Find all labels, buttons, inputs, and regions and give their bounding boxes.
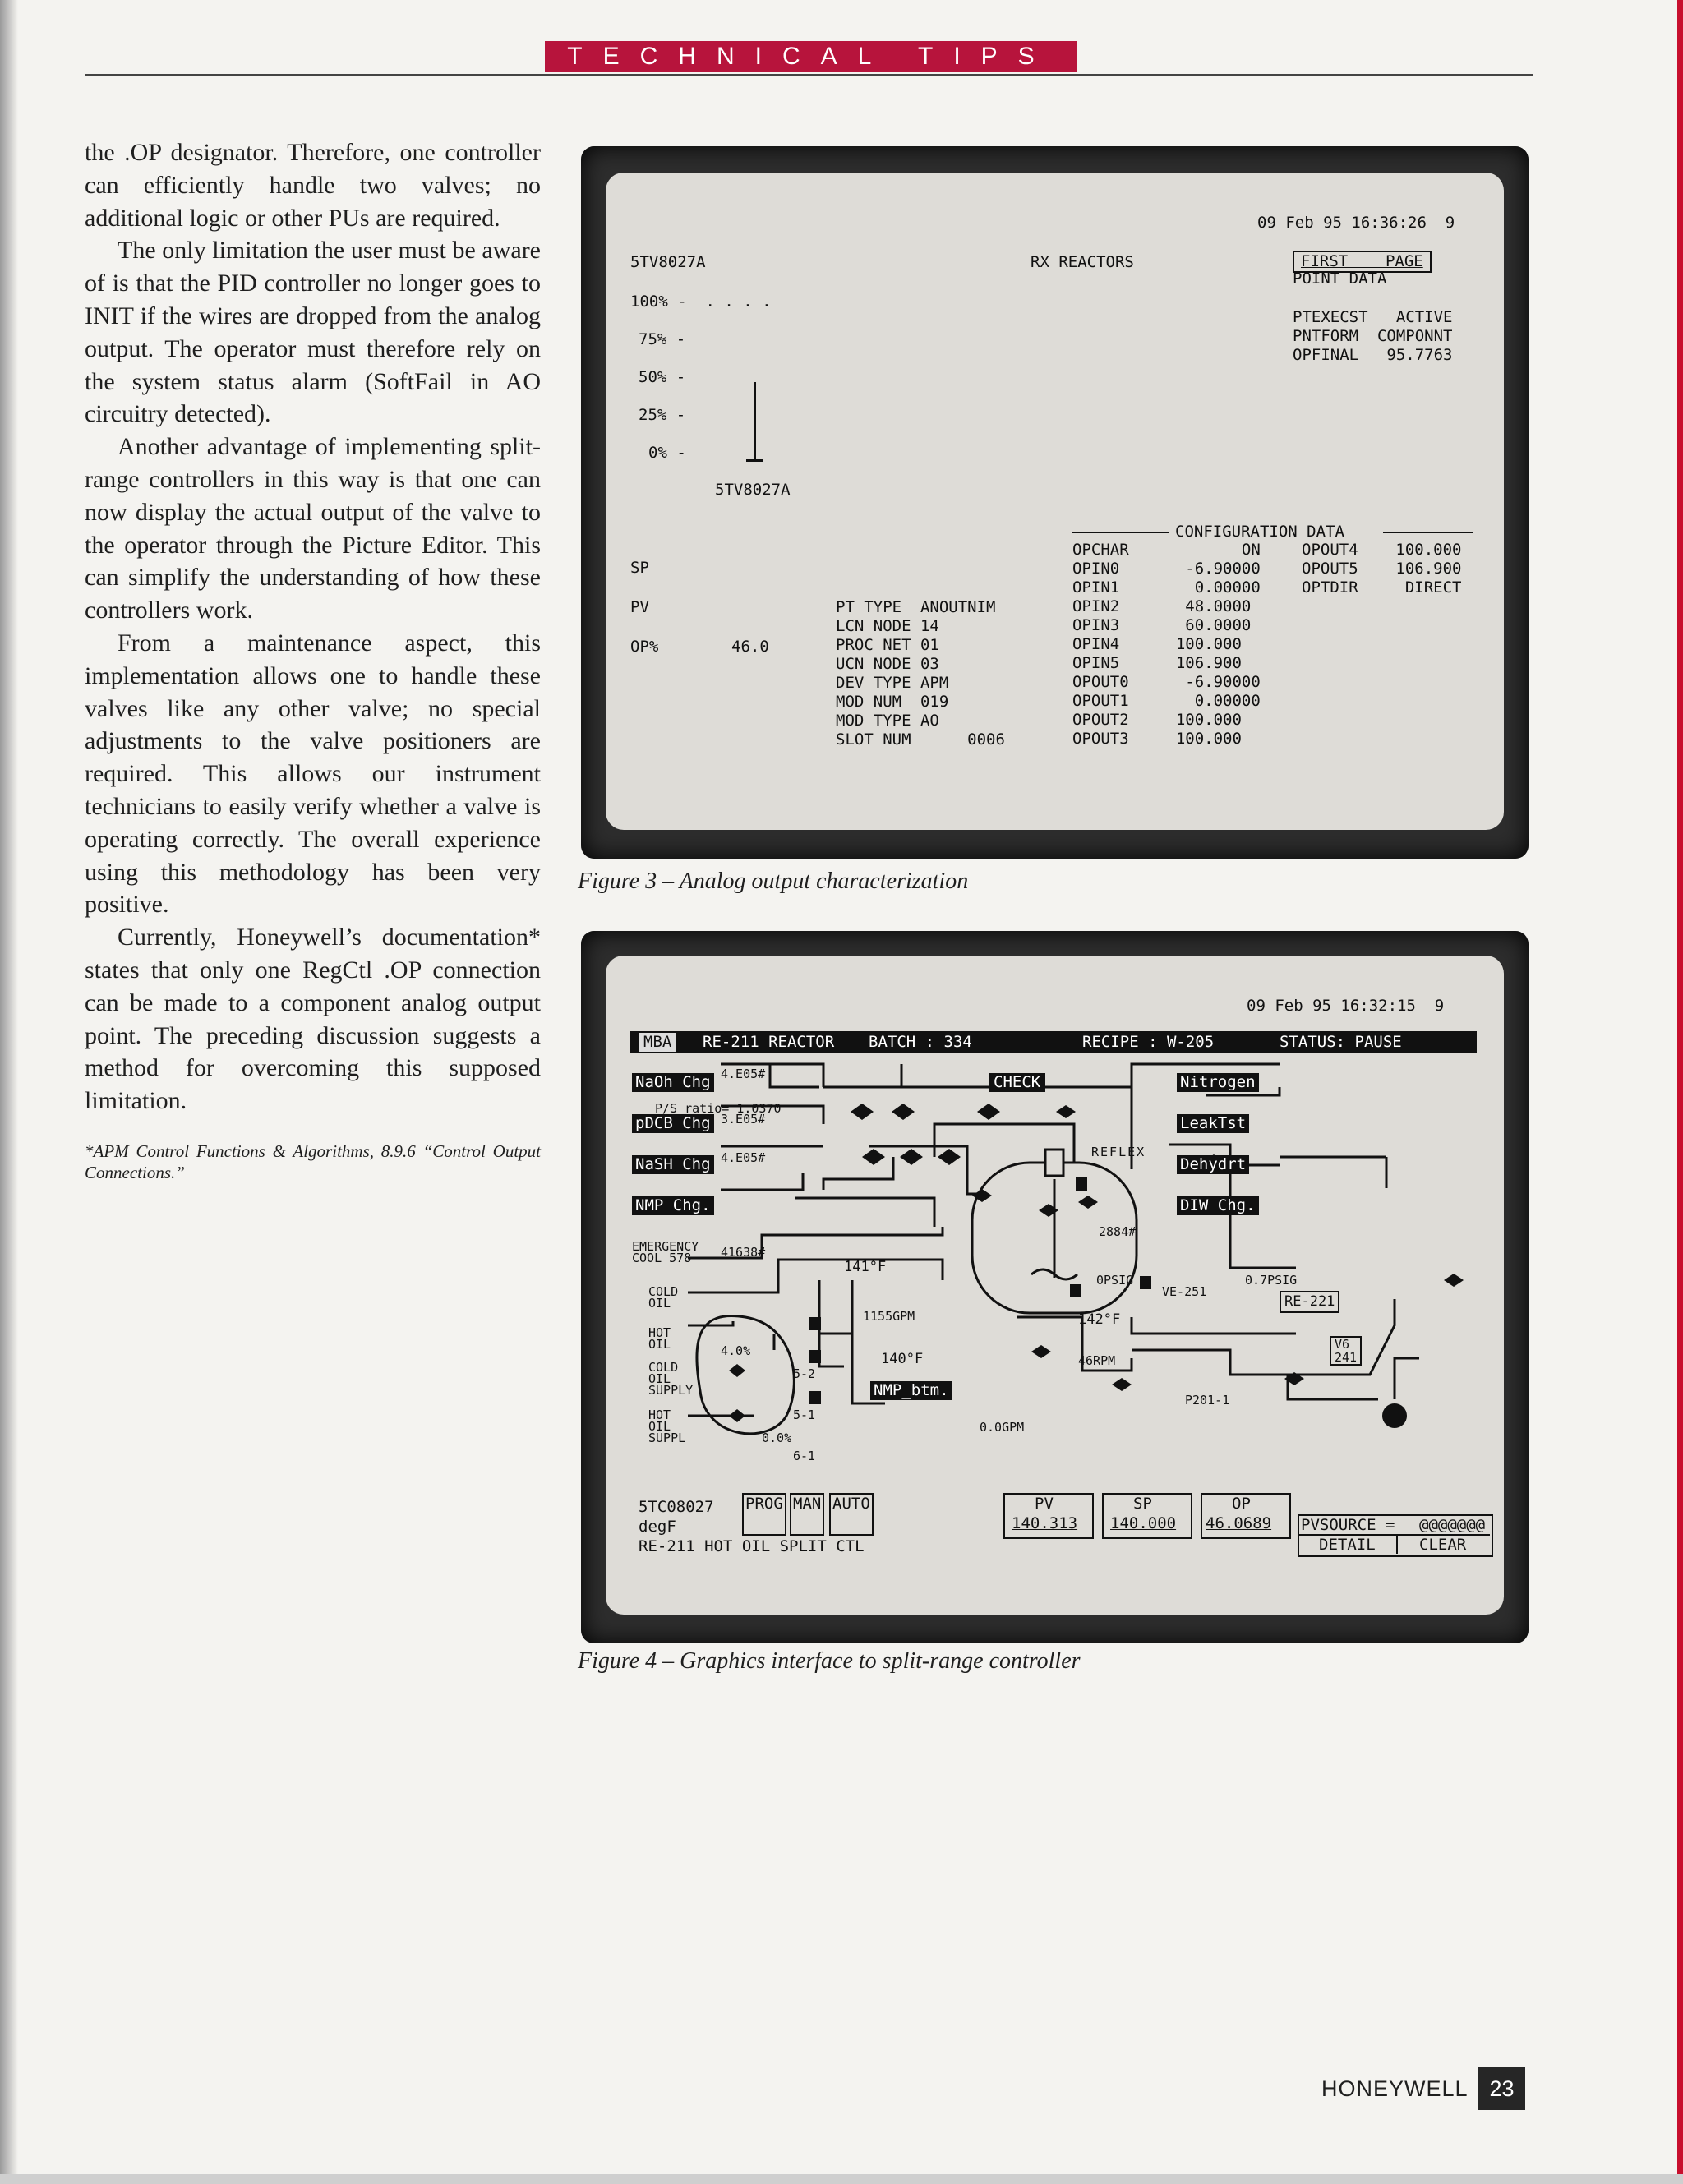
header-rule	[85, 74, 1533, 76]
page-number: 23	[1478, 2067, 1525, 2110]
op-label: OP%	[630, 638, 659, 656]
nash-amount: 4.E05#	[721, 1150, 766, 1165]
paragraph: Currently, Honeywell’s documentation* states that only one RegCtl .OP connection can be made to a component analog output point. The preceding discussion suggests a method for overcoming this supposed limitation.	[85, 924, 541, 1115]
controller-tag: 5TC08027	[639, 1498, 714, 1516]
scale-100: 100% - . . . .	[630, 293, 772, 311]
paragraph: The only limitation the user must be aware of is that the PID controller no longer goes to INIT if the wires are dropped from the analog output. The operator must therefore rely on the system status alarm (SoftFail in AO circuitry detected).	[85, 237, 541, 428]
batch-status: STATUS: PAUSE	[1280, 1033, 1402, 1051]
clear-button[interactable]: CLEAR	[1419, 1536, 1467, 1554]
figure3-screen	[606, 173, 1504, 830]
point-info: PT TYPE ANOUTNIM LCN NODE 14 PROC NET 01 UCN NODE 03 DEV TYPE APM MOD NUM 019 MOD TYPE AO SLOT NUM 0006	[836, 598, 1005, 749]
reactor-name: RE-211 REACTOR	[703, 1033, 835, 1051]
figure4-screen	[606, 956, 1504, 1615]
nitrogen-button[interactable]: Nitrogen	[1177, 1073, 1259, 1092]
pdcb-charge-button[interactable]: pDCB Chg	[632, 1114, 714, 1133]
exec-status: PTEXECST ACTIVE PNTFORM COMPONNT OPFINAL 95.7763	[1293, 308, 1453, 364]
agitator-rpm: 46RPM	[1078, 1353, 1116, 1368]
leak-test-button[interactable]: LeakTst	[1177, 1114, 1249, 1133]
config-title: CONFIGURATION DATA	[1175, 523, 1344, 541]
naoh-amount: 4.E05#	[721, 1067, 766, 1081]
pdcb-amount: 3.E05#	[721, 1112, 766, 1127]
recipe: RECIPE : W-205	[1082, 1033, 1215, 1051]
first-page-button[interactable]: FIRST PAGE	[1293, 251, 1432, 273]
detail-button[interactable]: DETAIL	[1319, 1536, 1376, 1554]
paragraph: From a maintenance aspect, this implementation allows one to handle these valves like any other valve; no special adjustments to the valve positioners are required. This allows our instrument technicians to easily verify whether a valve is operating correctly. The overall experience using this methodology has been very positive.	[85, 629, 541, 919]
config-data-col1: OPCHAR ON OPIN0 -6.90000 OPIN1 0.00000 OPIN2 48.0000 OPIN3 60.0000 OPIN4 100.000 OPIN5 106.900 OPOUT0 -6.90000 OPOUT1 0.00000 OPOUT2 100.000 OPOUT3 100.000	[1072, 541, 1261, 748]
hot-valve-pct: 0.0%	[762, 1431, 792, 1445]
paragraph: Another advantage of implementing split-range controllers in this way is that one can now display the actual output of the valve to the operator through the Picture Editor. This can simplify the understanding of how these controllers work.	[85, 433, 541, 624]
page-edge-red	[1677, 0, 1683, 2184]
mode-prog-button[interactable]: PROG	[742, 1493, 786, 1536]
footer-brand: HONEYWELL	[1321, 2076, 1469, 2101]
nash-charge-button[interactable]: NaSH Chg	[632, 1155, 714, 1174]
paragraph: the .OP designator. Therefore, one controller can efficiently handle two valves; no additional logic or other PUs are required.	[85, 139, 541, 232]
controller-unit: degF	[639, 1518, 676, 1536]
op-label: OP	[1232, 1495, 1251, 1513]
diw-charge-button[interactable]: DIW Chg.	[1177, 1196, 1259, 1215]
point-data-label: POINT DATA	[1293, 270, 1387, 288]
body-text-column	[85, 136, 541, 1183]
pv-label: PV	[1035, 1495, 1054, 1513]
output-bar-base	[746, 459, 763, 462]
ps-ratio: P/S ratio= 1.0370	[655, 1101, 782, 1116]
footnote: *APM Control Functions & Algorithms, 8.9.6 “Control Output Connections.”	[85, 1140, 541, 1182]
cold-oil-supply-label: COLD OIL SUPPLY	[648, 1360, 694, 1398]
sp-label: SP	[1133, 1495, 1152, 1513]
scale-50: 50% -	[639, 368, 686, 386]
figure3-monitor	[581, 146, 1529, 859]
cold-oil-label: COLD OIL	[648, 1284, 679, 1311]
mba-tag: MBA	[639, 1033, 676, 1052]
scale-75: 75% -	[639, 330, 686, 348]
mode-man-button[interactable]: MAN	[790, 1493, 824, 1536]
figure3-caption: Figure 3 – Analog output characterization	[578, 869, 969, 894]
timestamp: 09 Feb 95 16:36:26 9	[1257, 214, 1455, 232]
pressure-07psig: 0.7PSIG	[1245, 1273, 1298, 1288]
dehydrate-button[interactable]: Dehydrt	[1177, 1155, 1249, 1174]
flow-0gpm: 0.0GPM	[980, 1420, 1025, 1435]
pv-value: 140.313	[1012, 1514, 1078, 1532]
timestamp: 09 Feb 95 16:32:15 9	[1247, 997, 1445, 1015]
batch-number: BATCH : 334	[869, 1033, 972, 1051]
flow-1155gpm: 1155GPM	[863, 1309, 915, 1324]
output-bar	[754, 382, 756, 461]
config-data-col2: OPOUT4 100.000 OPOUT5 106.900 OPTDIR DIRECT	[1302, 541, 1462, 597]
temp-140: 140°F	[881, 1351, 924, 1367]
unit-name: RX REACTORS	[1031, 253, 1134, 271]
scale-0: 0% -	[648, 444, 686, 462]
pump-p201: P201-1	[1185, 1393, 1230, 1408]
nmp-bottom-button[interactable]: NMP_btm.	[870, 1381, 952, 1400]
hot-oil-supply-label: HOT OIL SUPPL	[648, 1408, 686, 1445]
temp-142: 142°F	[1078, 1311, 1121, 1328]
op-value: 46.0	[731, 638, 769, 656]
reflux-amount: 2884#	[1099, 1224, 1137, 1239]
pressure-0psig: 0PSIG	[1096, 1273, 1134, 1288]
temp-141: 141°F	[844, 1259, 887, 1275]
cold-valve-pct: 4.0%	[721, 1343, 751, 1358]
mode-auto-button[interactable]: AUTO	[829, 1493, 874, 1536]
valve-5-2: 5-2	[793, 1366, 816, 1381]
config-rule-right	[1383, 532, 1473, 533]
pvsource-label: PVSOURCE =	[1301, 1516, 1404, 1534]
ve251-label: VE-251	[1162, 1284, 1207, 1299]
pvsource-value: @@@@@@@	[1419, 1516, 1486, 1534]
detail-clear-separator	[1396, 1534, 1398, 1554]
sp-label: SP	[630, 559, 649, 577]
page-bottom-edge	[0, 2174, 1683, 2184]
page-edge-shadow	[0, 0, 18, 2184]
section-header: TECHNICAL TIPS	[545, 41, 1077, 72]
emergency-amount: 41638#	[721, 1245, 766, 1260]
config-rule-left	[1072, 532, 1169, 533]
valve-5-1: 5-1	[793, 1408, 816, 1422]
figure4-caption: Figure 4 – Graphics interface to split-range controller	[578, 1648, 1081, 1674]
reflex-label: REFLEX	[1091, 1145, 1146, 1159]
valve-6-1: 6-1	[793, 1449, 816, 1463]
hot-oil-label: HOT OIL	[648, 1325, 671, 1352]
re221-link[interactable]: RE-221	[1280, 1291, 1339, 1313]
naoh-charge-button[interactable]: NaOh Chg	[632, 1073, 714, 1092]
bar-tag: 5TV8027A	[715, 481, 791, 499]
pv-label: PV	[630, 598, 649, 616]
v6-link[interactable]: V6 241	[1330, 1336, 1362, 1366]
point-tag: 5TV8027A	[630, 253, 706, 271]
op-value[interactable]: 46.0689	[1206, 1514, 1272, 1532]
emergency-cool-label: EMERGENCY COOL 578	[632, 1239, 699, 1265]
scale-25: 25% -	[639, 406, 686, 424]
nmp-charge-button[interactable]: NMP Chg.	[632, 1196, 714, 1215]
figure4-monitor	[581, 931, 1529, 1643]
sp-value[interactable]: 140.000	[1110, 1514, 1177, 1532]
controller-description: RE-211 HOT OIL SPLIT CTL	[639, 1537, 865, 1555]
check-button[interactable]: CHECK	[989, 1073, 1045, 1092]
